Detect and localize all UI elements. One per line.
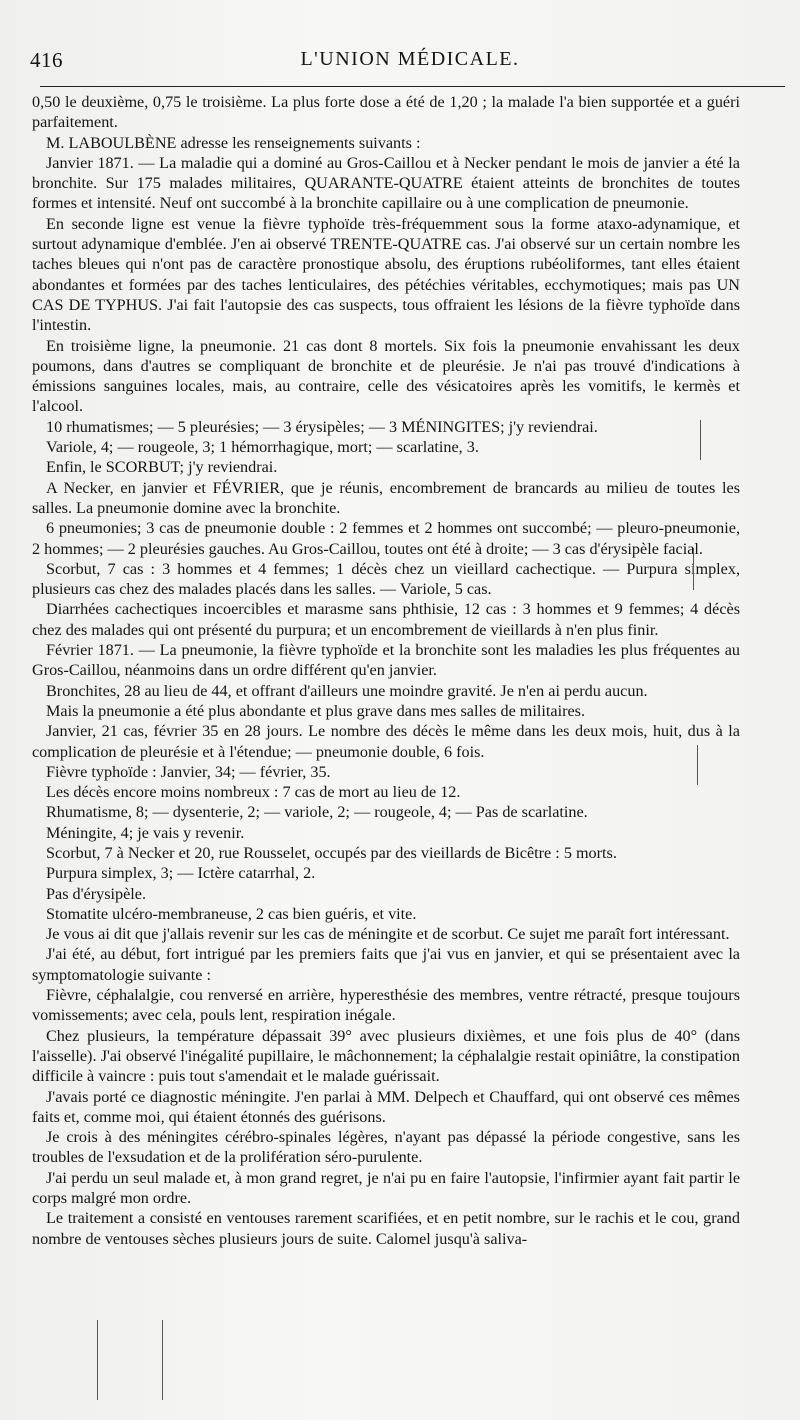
running-title: L'UNION MÉDICALE. [300,48,520,70]
paragraph: 10 rhumatismes; — 5 pleurésies; — 3 érysipèles; — 3 MÉNINGITES; j'y reviendrai. [46,417,598,436]
paragraph: Fièvre, céphalalgie, cou renversé en arrière, hyperesthésie des membres, ventre rétracté, presque toujours vomissements; avec cela, pouls lent, respiration inégale. [32,986,740,1025]
page-header [30,48,790,74]
article-body [32,92,740,1249]
paragraph: Janvier 1871. — La maladie qui a dominé au Gros-Caillou et à Necker pendant le mois de janvier a été la bronchite. Sur 175 malades militaires, QUARANTE-QUATRE étaient atteints de bronchites de toutes formes et intensité. Neuf ont succombé à la bronchite capillaire ou à une complication de pneumonie. [32,153,740,213]
paragraph: Enfin, le SCORBUT; j'y reviendrai. [46,458,278,477]
paragraph: Scorbut, 7 à Necker et 20, rue Rousselet, occupés par des vieillards de Bicêtre : 5 morts. [46,843,617,862]
paragraph: 0,50 le deuxième, 0,75 le troisième. La plus forte dose a été de 1,20 ; la malade l'a bien supportée et a guéri parfaitement. [32,93,740,132]
paragraph: En troisième ligne, la pneumonie. 21 cas dont 8 mortels. Six fois la pneumonie envahissant les deux poumons, dans d'autres se compliquant de bronchite et de pleurésie. Je n'ai pas trouvé d'indications à émissions sanguines locales, mais, au contraire, celle des vésicatoires après les vomitifs, le kermès et l'alcool. [32,336,740,416]
margin-rule [162,1320,163,1400]
paragraph: Méningite, 4; je vais y revenir. [46,823,245,842]
paragraph: 6 pneumonies; 3 cas de pneumonie double : 2 femmes et 2 hommes ont succombé; — pleuro-pneumonie, 2 hommes; — 2 pleurésies gauches. Au Gros-Caillou, toutes ont été à droite; — 3 cas d'érysipèle facial. [32,519,740,558]
paragraph: Diarrhées cachectiques incoercibles et marasme sans phthisie, 12 cas : 3 hommes et 9 femmes; 4 décès chez des malades qui ont présenté du purpura; et un encombrement de vieillards à n'en plus finir. [32,600,740,639]
page-number: 416 [30,48,63,72]
paragraph: Bronchites, 28 au lieu de 44, et offrant d'ailleurs une moindre gravité. Je n'en ai perdu aucun. [46,681,648,700]
paragraph: M. LABOULBÈNE adresse les renseignements suivants : [46,133,421,152]
paragraph: Fièvre typhoïde : Janvier, 34; — février, 35. [46,762,331,781]
margin-rule [97,1320,98,1400]
margin-rule [700,420,701,460]
paragraph: Pas d'érysipèle. [46,884,147,903]
paragraph: J'ai perdu un seul malade et, à mon grand regret, je n'ai pu en faire l'autopsie, l'infirmier ayant fait partir le corps malgré mon ordre. [32,1168,740,1208]
paragraph: J'ai été, au début, fort intrigué par les premiers faits que j'ai vus en janvier, et qui se présentaient avec la symptomatologie suivante : [32,945,740,984]
paragraph: Les décès encore moins nombreux : 7 cas de mort au lieu de 12. [46,783,461,802]
paragraph: Février 1871. — La pneumonie, la fièvre typhoïde et la bronchite sont les maladies les plus fréquentes au Gros-Caillou, néanmoins dans un ordre différent qu'en janvier. [32,641,740,680]
paragraph: Chez plusieurs, la température dépassait 39° avec plusieurs dixièmes, et une fois plus de 40° (dans l'aisselle). J'ai observé l'inégalité pupillaire, le mâchonnement; la céphalalgie restait opiniâtre, la constipation difficile à vaincre : puis tout s'amendait et le malade guérissait. [32,1026,740,1086]
show-through-column [748,110,798,1410]
paragraph: Purpura simplex, 3; — Ictère catarrhal, 2. [46,864,316,883]
paragraph: En seconde ligne est venue la fièvre typhoïde très-fréquemment sous la forme ataxo-adynamique, et surtout adynamique d'emblée. J'en ai observé TRENTE-QUATRE cas. J'ai observé sur un certain nombre les taches bleues qui n'ont pas de caractère pronostique absolu, des éruptions rubéoliformes, tant elles étaient abondantes et formées par des taches lenticulaires, des pétéchies véritables, ecchymotiques; mais pas UN CAS DE TYPHUS. J'ai fait l'autopsie des cas suspects, tous offraient les lésions de la fièvre typhoïde dans l'intestin. [32,214,740,335]
paragraph: Variole, 4; — rougeole, 3; 1 hémorrhagique, mort; — scarlatine, 3. [46,438,479,457]
paragraph: Scorbut, 7 cas : 3 hommes et 4 femmes; 1 décès chez un vieillard cachectique. — Purpura simplex, plusieurs cas chez des malades placés dans les salles. — Variole, 5 cas. [32,559,740,599]
paragraph: Je crois à des méningites cérébro-spinales légères, n'ayant pas dépassé la période congestive, sans les troubles de l'exsudation et de la prolifération séro-purulente. [32,1128,740,1167]
paragraph: A Necker, en janvier et FÉVRIER, que je réunis, encombrement de brancards au milieu de toutes les salles. La pneumonie domine avec la bronchite. [32,478,740,517]
paragraph: Rhumatisme, 8; — dysenterie, 2; — variole, 2; — rougeole, 4; — Pas de scarlatine. [46,803,588,822]
paragraph: Mais la pneumonie a été plus abondante et plus grave dans mes salles de militaires. [46,701,585,720]
header-rule [40,86,785,87]
paragraph: J'avais porté ce diagnostic méningite. J'en parlai à MM. Delpech et Chauffard, qui ont observé ces mêmes faits et, comme moi, qui étaient étonnés des guérisons. [32,1087,740,1126]
margin-rule [693,548,694,590]
paragraph: Le traitement a consisté en ventouses rarement scarifiées, et en petit nombre, sur le rachis et le cou, grand nombre de ventouses sèches plusieurs jours de suite. Calomel jusqu'à saliva- [32,1209,740,1248]
paragraph: Janvier, 21 cas, février 35 en 28 jours. Le nombre des décès le même dans les deux mois, huit, dus à la complication de pleurésie et à l'étendue; — pneumonie double, 6 fois. [32,722,740,761]
margin-rule [697,745,698,785]
paragraph: Je vous ai dit que j'allais revenir sur les cas de méningite et de scorbut. Ce sujet me paraît fort intéressant. [46,925,730,944]
paragraph: Stomatite ulcéro-membraneuse, 2 cas bien guéris, et vite. [46,904,417,923]
